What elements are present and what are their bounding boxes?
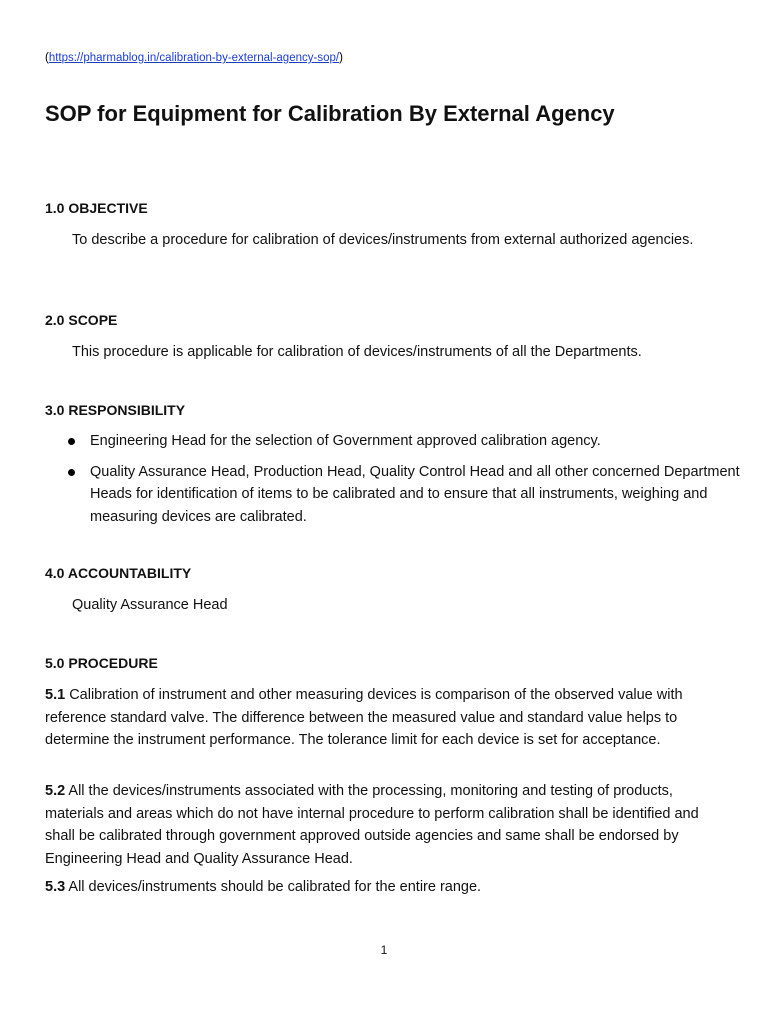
- source-close-paren: ): [339, 52, 343, 64]
- accountability-heading: 4.0 ACCOUNTABILITY: [45, 565, 192, 581]
- document-title: SOP for Equipment for Calibration By External Agency: [45, 101, 615, 126]
- bullet-icon: [68, 469, 75, 476]
- scope-text: This procedure is applicable for calibration of devices/instruments of all the Departments.: [72, 344, 642, 360]
- step-number: 5.1: [45, 687, 66, 703]
- bullet-icon: [68, 438, 75, 445]
- responsibility-item-text: Quality Assurance Head, Production Head, Quality Control Head and all other concerned Department Heads for identification of items to be calibrated and to ensure that all instruments, weighing and measuring devices are calibrated.: [90, 463, 740, 525]
- source-url-link[interactable]: https://pharmablog.in/calibration-by-external-agency-sop/: [48, 52, 340, 64]
- responsibility-item: [60, 461, 740, 529]
- responsibility-list: [60, 430, 740, 536]
- responsibility-item-text: Engineering Head for the selection of Government approved calibration agency.: [90, 433, 601, 449]
- step-text: All devices/instruments should be calibrated for the entire range.: [65, 879, 482, 895]
- responsibility-item: [60, 430, 740, 453]
- accountability-text: Quality Assurance Head: [72, 597, 228, 613]
- step-text: All the devices/instruments associated with the processing, monitoring and testing of products, materials and areas which do not have internal procedure to perform calibration shall be identified and shall be calibrated through government approved outside agencies and same shall be endorsed by Engineering Head and Quality Assurance Head.: [45, 783, 699, 867]
- step-number: 5.3: [45, 879, 66, 895]
- objective-text: To describe a procedure for calibration of devices/instruments from external authorized agencies.: [72, 232, 694, 248]
- responsibility-heading: 3.0 RESPONSIBILITY: [45, 402, 186, 418]
- scope-heading: 2.0 SCOPE: [45, 312, 118, 328]
- source-url-line: [45, 52, 343, 64]
- procedure-heading: 5.0 PROCEDURE: [45, 655, 158, 671]
- procedure-step: [45, 780, 721, 870]
- objective-heading: 1.0 OBJECTIVE: [45, 200, 148, 216]
- step-text: Calibration of instrument and other measuring devices is comparison of the observed value with reference standard valve. The difference between the measured value and standard value helps to determine the instrument performance. The tolerance limit for each device is set for acceptance.: [45, 687, 683, 748]
- procedure-step: [45, 876, 721, 899]
- page-number: 1: [380, 943, 388, 957]
- procedure-step: [45, 684, 721, 752]
- step-number: 5.2: [45, 783, 66, 799]
- source-open-paren: (: [45, 52, 49, 64]
